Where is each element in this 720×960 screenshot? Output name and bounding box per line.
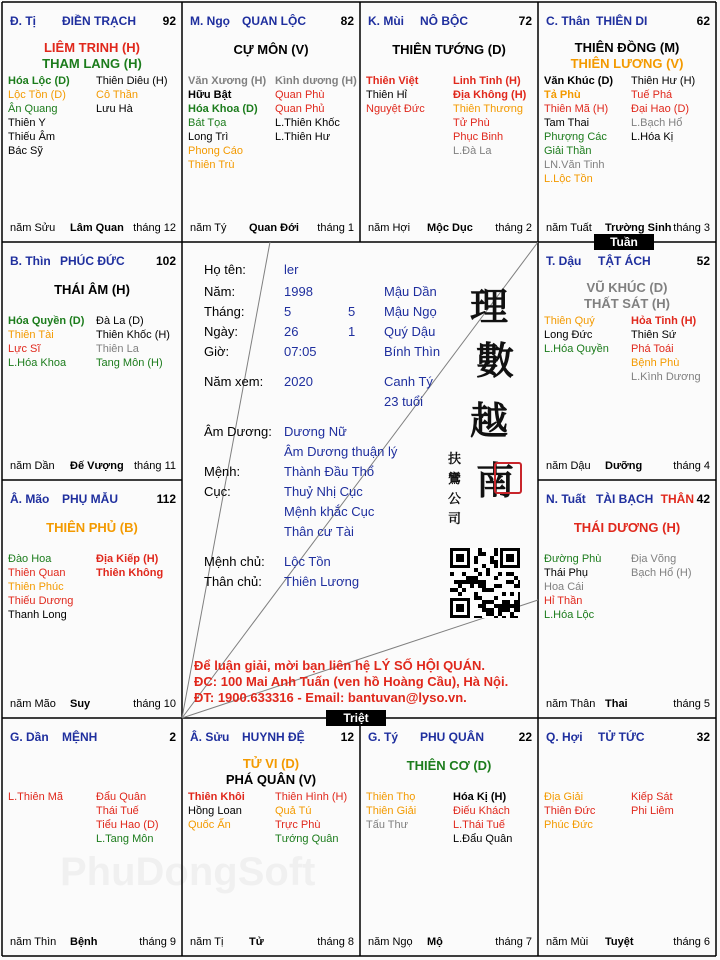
minor-star: Bác Sỹ: [8, 145, 43, 157]
minor-star: Hóa Khoa (D): [188, 103, 258, 115]
minor-stars-left: [188, 74, 266, 172]
minor-star: Tả Phù: [544, 89, 581, 101]
cuc-label: Cục:: [204, 484, 231, 499]
stage-label: Trường Sinh: [605, 222, 672, 234]
year-label: năm Mùi: [546, 936, 589, 948]
calligraphy-small-3: 公: [448, 491, 462, 506]
tuan-tag: Tuần: [594, 234, 654, 250]
month-label: tháng 1: [317, 222, 354, 234]
minor-stars-left: [544, 74, 613, 186]
palace-header: [368, 730, 532, 746]
minor-star: L.Hóa Lộc: [544, 609, 595, 621]
stage-label: Mộc Dục: [427, 222, 473, 234]
minor-stars-right: [631, 790, 674, 818]
contact-line-1: Để luận giải, mời bạn liên hệ LÝ SỐ HỘI QUÁN.: [194, 658, 485, 673]
minor-star: Tử Phù: [453, 117, 490, 129]
minor-star: Thiên Phúc: [8, 581, 64, 593]
palace-position: N. Tuất: [546, 492, 586, 506]
palace-9[interactable]: [182, 718, 360, 956]
palace-number: 112: [156, 492, 176, 506]
minor-star: Long Trì: [188, 131, 229, 143]
palace-footer: [368, 222, 532, 236]
palace-name: THIÊN DI: [596, 14, 648, 28]
palace-11[interactable]: [538, 718, 716, 956]
main-star: VŨ KHÚC (D): [586, 280, 668, 295]
palace-position: B. Thìn: [10, 254, 51, 268]
minor-star: Thiên Đức: [544, 805, 596, 817]
minor-star: Đường Phù: [544, 553, 602, 565]
minor-star: Linh Tinh (H): [453, 75, 521, 87]
month-label: tháng 9: [139, 936, 176, 948]
info-label: Năm xem:: [204, 374, 264, 389]
minor-star: Thái Tuế: [96, 805, 139, 817]
minor-star: Quả Tú: [275, 805, 312, 817]
minor-stars-right: [96, 552, 163, 580]
month-label: tháng 10: [133, 698, 176, 710]
year-label: năm Tị: [190, 936, 224, 948]
info-value-lunar: 5: [348, 304, 356, 319]
palace-2[interactable]: [360, 2, 538, 242]
palace-number: 82: [340, 14, 354, 28]
palace-7[interactable]: [538, 480, 716, 718]
cuc-value: Mệnh khắc Cục: [284, 504, 375, 519]
minor-star: Phượng Các: [544, 131, 607, 143]
info-value: 5: [284, 304, 292, 319]
info-label: Giờ:: [204, 344, 230, 359]
am-duong-value: Dương Nữ: [284, 424, 347, 439]
minor-star: Quan Phù: [275, 89, 325, 101]
stage-label: Mộ: [427, 936, 443, 948]
minor-stars-left: [188, 790, 245, 832]
minor-star: Bệnh Phù: [631, 357, 680, 369]
minor-star: Quan Phủ: [275, 103, 325, 115]
than-chu-label: Thân chủ:: [204, 574, 262, 589]
palace-number: 42: [696, 492, 710, 506]
minor-stars-left: [8, 314, 84, 370]
stage-label: Tuyệt: [605, 936, 634, 948]
minor-star: Địa Kiếp (H): [96, 553, 159, 565]
main-star: THIÊN TƯỚNG (D): [392, 42, 506, 57]
stage-label: Lâm Quan: [70, 222, 124, 234]
palace-name: QUAN LỘC: [242, 14, 306, 28]
minor-star: Hoa Cái: [544, 581, 584, 593]
minor-star: Thiên Việt: [366, 75, 419, 87]
triet-tag: Triệt: [326, 710, 386, 726]
month-label: tháng 12: [133, 222, 176, 234]
main-star: THẤT SÁT (H): [584, 296, 670, 311]
year-label: năm Tý: [190, 222, 227, 234]
red-seal-stamp: [494, 462, 522, 494]
menh-chu-label: Mệnh chủ:: [204, 554, 265, 569]
minor-star: Thiên Quý: [544, 315, 595, 327]
palace-position: Q. Hợi: [546, 730, 583, 744]
main-star: THIÊN CƠ (D): [406, 758, 492, 773]
minor-stars-left: [8, 552, 73, 622]
month-label: tháng 2: [495, 222, 532, 234]
minor-star: Thiên Khốc (H): [96, 329, 170, 341]
minor-stars-right: [96, 790, 159, 846]
minor-star: LN.Văn Tinh: [544, 159, 605, 171]
minor-stars-left: [366, 790, 416, 832]
month-label: tháng 6: [673, 936, 710, 948]
minor-star: Thiên Không: [96, 567, 164, 579]
minor-stars-right: [275, 74, 357, 144]
info-value: 2020: [284, 374, 313, 389]
minor-star: Hóa Kị (H): [453, 791, 507, 803]
main-star: THIÊN LƯƠNG (V): [570, 56, 684, 71]
palace-position: T. Dậu: [546, 254, 582, 268]
year-label: năm Thân: [546, 698, 596, 710]
palace-footer: [10, 222, 176, 236]
minor-star: Cô Thần: [96, 89, 138, 101]
minor-star: Đào Hoa: [8, 553, 52, 565]
palace-number: 52: [696, 254, 710, 268]
palace-6[interactable]: [2, 480, 182, 718]
minor-stars-left: [8, 790, 63, 804]
palace-number: 102: [155, 254, 176, 268]
palace-name: TÀI BẠCH: [596, 492, 654, 506]
minor-star: Thiếu Dương: [8, 595, 74, 607]
minor-star: Thiên Quan: [8, 567, 66, 579]
minor-star: Kình dương (H): [275, 75, 357, 87]
minor-star: L.Thái Tuế: [453, 819, 505, 831]
palace-name: PHU QUÂN: [420, 730, 485, 744]
palace-5[interactable]: [538, 242, 716, 480]
palace-number: 62: [696, 14, 710, 28]
main-star: THÁI ÂM (H): [54, 282, 130, 297]
than-chu-value: Thiên Lương: [284, 574, 360, 589]
minor-star: L.Hóa Kị: [631, 131, 674, 143]
calligraphy-3: 越: [470, 401, 509, 443]
year-label: năm Thìn: [10, 936, 57, 948]
info-value: 26: [284, 324, 299, 339]
minor-star: Tấu Thư: [366, 819, 409, 831]
minor-star: Thiên La: [96, 343, 139, 355]
minor-star: Thiên Hư (H): [631, 75, 696, 87]
stage-label: Suy: [70, 698, 91, 710]
stage-label: Quan Đới: [249, 222, 299, 234]
info-canchi: Mậu Dần: [384, 284, 437, 299]
minor-stars-left: [8, 74, 70, 158]
minor-star: Bạch Hổ (H): [631, 567, 692, 579]
year-label: năm Hợi: [368, 222, 411, 234]
info-value: 1998: [284, 284, 313, 299]
month-label: tháng 11: [133, 460, 176, 472]
minor-star: Thiên Sứ: [631, 329, 677, 341]
calligraphy-4: 南: [476, 461, 515, 503]
stage-label: Thai: [605, 698, 628, 710]
palace-position: Đ. Tị: [10, 14, 36, 28]
palace-name: MỆNH: [62, 730, 98, 744]
minor-stars-left: [544, 790, 595, 832]
palace-position: G. Dần: [10, 730, 49, 744]
palace-header: [10, 14, 176, 30]
palace-footer: [546, 460, 710, 474]
minor-star: Quốc Ấn: [188, 819, 231, 831]
am-duong-label: Âm Dương:: [204, 424, 272, 439]
calligraphy-small-4: 司: [448, 511, 462, 526]
main-star: THIÊN PHỦ (B): [46, 520, 138, 535]
minor-star: Hóa Lộc (D): [8, 75, 70, 87]
month-label: tháng 8: [317, 936, 354, 948]
minor-star: Hóa Quyền (D): [8, 315, 85, 327]
palace-name: HUYNH ĐỆ: [242, 730, 305, 744]
minor-star: Thiếu Âm: [8, 131, 56, 143]
info-canchi: Canh Tý: [384, 374, 433, 389]
contact-line-3: ĐT: 1900.633316 - Email: bantuvan@lyso.vn.: [194, 690, 467, 705]
cuc-value: Thân cư Tài: [284, 524, 354, 539]
minor-star: Trực Phù: [275, 819, 321, 831]
minor-star: L.Đẩu Quân: [453, 833, 513, 845]
palace-header: [546, 730, 710, 746]
minor-star: L.Đà La: [453, 145, 492, 157]
main-star: CỰ MÔN (V): [233, 42, 309, 57]
main-star: LIÊM TRINH (H): [43, 40, 141, 55]
palace-position: K. Mùi: [368, 14, 404, 28]
minor-star: Địa Không (H): [453, 89, 527, 101]
info-label: Tháng:: [204, 304, 245, 319]
month-label: tháng 7: [495, 936, 532, 948]
main-star: TỬ VI (D): [242, 756, 300, 771]
month-label: tháng 5: [673, 698, 710, 710]
minor-star: Địa Võng: [631, 553, 677, 565]
palace-number: 92: [162, 14, 176, 28]
palace-header: [368, 14, 532, 30]
palace-position: Â. Sửu: [190, 730, 230, 744]
stage-label: Tử: [249, 936, 264, 948]
main-star: THAM LANG (H): [42, 56, 142, 71]
minor-star: Thiên Diêu (H): [96, 75, 168, 87]
minor-star: Hỏa Tinh (H): [631, 315, 697, 327]
palace-position: M. Ngọ: [190, 14, 230, 28]
year-label: năm Tuất: [546, 222, 592, 234]
main-star: THÁI DƯƠNG (H): [573, 520, 681, 535]
palace-header: [10, 730, 176, 746]
minor-star: Nguyệt Đức: [366, 103, 425, 115]
minor-star: Tiểu Hao (D): [96, 819, 159, 831]
main-star: THIÊN ĐỒNG (M): [574, 40, 680, 55]
minor-star: Thiên Tài: [8, 329, 54, 341]
minor-stars-right: [631, 552, 692, 580]
palace-name: TẬT ÁCH: [598, 254, 651, 268]
month-label: tháng 3: [673, 222, 710, 234]
year-label: năm Dần: [10, 460, 55, 472]
contact-line-2: ĐC: 100 Mai Anh Tuấn (ven hồ Hoàng Cầu), Hà Nội.: [194, 674, 509, 689]
minor-star: Phong Cáo: [188, 145, 244, 157]
stage-label: Bệnh: [70, 936, 98, 948]
info-canchi: 23 tuổi: [384, 394, 424, 409]
info-value: 07:05: [284, 344, 317, 359]
palace-number: 72: [518, 14, 532, 28]
info-label: Họ tên:: [204, 262, 246, 277]
palace-number: 2: [169, 730, 176, 744]
minor-star: Tuế Phá: [631, 89, 673, 101]
palace-name: PHỤ MẪU: [62, 492, 118, 506]
info-canchi: Mậu Ngọ: [384, 304, 437, 319]
minor-star: Đà La (D): [96, 315, 144, 327]
minor-stars-left: [366, 74, 425, 116]
qr-code: [450, 548, 520, 618]
palace-footer: [368, 936, 532, 950]
minor-star: Bát Tọa: [188, 117, 227, 129]
palace-header: [190, 730, 354, 746]
palace-header: [10, 254, 176, 270]
palace-8[interactable]: [2, 718, 182, 956]
minor-stars-right: [631, 74, 695, 144]
minor-star: L.Thiên Hư: [275, 131, 331, 143]
palace-footer: [10, 698, 176, 712]
minor-star: Hỉ Thần: [544, 595, 583, 607]
minor-star: Phục Binh: [453, 131, 504, 143]
minor-star: L.Lộc Tồn: [544, 173, 593, 185]
palace-header: [546, 492, 710, 508]
palace-name: NÔ BỘC: [420, 14, 468, 28]
minor-stars-left: [544, 552, 601, 622]
palace-4[interactable]: [2, 242, 182, 480]
palace-position: Â. Mão: [10, 492, 50, 506]
minor-star: Thiên Khôi: [188, 791, 245, 803]
calligraphy-2: 數: [476, 341, 515, 383]
minor-star: Văn Khúc (D): [544, 75, 614, 87]
minor-star: Thiên Giải: [366, 805, 417, 817]
minor-star: Đại Hao (D): [631, 103, 690, 115]
year-label: năm Sửu: [10, 222, 56, 234]
minor-star: Lộc Tồn (D): [8, 89, 66, 101]
minor-star: L.Tang Môn: [96, 833, 154, 845]
minor-star: Thanh Long: [8, 609, 67, 621]
minor-star: L.Hóa Khoa: [8, 357, 67, 369]
palace-number: 12: [340, 730, 354, 744]
stage-label: Dưỡng: [605, 460, 643, 472]
info-value: ler: [284, 262, 299, 277]
minor-star: Tướng Quân: [275, 833, 339, 845]
palace-name: PHÚC ĐỨC: [60, 254, 125, 268]
palace-name: TỬ TỨC: [598, 730, 645, 744]
palace-name: ĐIỀN TRẠCH: [62, 14, 136, 28]
than-marker: THÂN: [660, 492, 694, 506]
minor-stars-right: [275, 790, 347, 846]
minor-star: Hữu Bật: [188, 89, 232, 101]
year-label: năm Ngọ: [368, 936, 413, 948]
minor-star: Địa Giải: [544, 791, 584, 803]
minor-star: L.Bạch Hổ: [631, 117, 683, 129]
minor-star: Lực Sĩ: [8, 343, 41, 355]
minor-stars-right: [631, 314, 701, 384]
year-label: năm Dậu: [546, 460, 591, 472]
minor-star: Thiên Thương: [453, 103, 524, 115]
minor-star: Thiên Mã (H): [544, 103, 609, 115]
palace-number: 22: [518, 730, 532, 744]
palace-footer: [190, 222, 354, 236]
minor-star: Giải Thần: [544, 145, 592, 157]
palace-footer: [10, 460, 176, 474]
palace-1[interactable]: [182, 2, 360, 242]
minor-star: Thái Phụ: [544, 567, 589, 579]
am-duong-value: Âm Dương thuận lý: [284, 444, 398, 459]
info-value-lunar: 1: [348, 324, 356, 339]
cuc-value: Thuỷ Nhị Cục: [284, 484, 363, 499]
minor-star: Lưu Hà: [96, 103, 133, 115]
minor-star: Văn Xương (H): [188, 75, 267, 87]
minor-star: Thiên Hình (H): [275, 791, 348, 803]
minor-star: Phúc Đức: [544, 819, 593, 831]
minor-stars-right: [96, 74, 168, 116]
palace-position: C. Thân: [546, 14, 590, 28]
minor-star: Kiếp Sát: [631, 791, 673, 803]
minor-star: Long Đức: [544, 329, 593, 341]
palace-0[interactable]: [2, 2, 182, 242]
month-label: tháng 4: [673, 460, 710, 472]
minor-star: Thiên Y: [8, 117, 46, 129]
minor-star: L.Kình Dương: [631, 371, 701, 383]
minor-star: Thiên Hỉ: [366, 89, 407, 101]
main-star: PHÁ QUÂN (V): [225, 772, 317, 787]
minor-star: Đẩu Quân: [96, 791, 147, 803]
minor-star: L.Hóa Quyền: [544, 343, 609, 355]
info-canchi: Quý Dậu: [384, 324, 436, 339]
minor-star: Hồng Loan: [188, 805, 242, 817]
menh-value: Thành Đầu Thổ: [284, 464, 375, 479]
minor-star: Tang Môn (H): [96, 357, 163, 369]
info-label: Năm:: [204, 284, 236, 299]
palace-3[interactable]: [538, 2, 716, 242]
minor-star: Phi Liêm: [631, 805, 674, 817]
minor-stars-right: [453, 790, 512, 846]
palace-header: [10, 492, 176, 508]
calligraphy-1: 理: [470, 287, 509, 329]
minor-star: L.Thiên Mã: [8, 791, 64, 803]
minor-stars-left: [544, 314, 609, 356]
palace-footer: [546, 936, 710, 950]
palace-header: [546, 254, 710, 270]
calligraphy-small-2: 鸞: [448, 471, 462, 486]
palace-position: G. Tý: [368, 730, 399, 744]
minor-stars-right: [453, 74, 526, 158]
palace-number: 32: [696, 730, 710, 744]
minor-stars-right: [96, 314, 170, 370]
info-label: Ngày:: [204, 324, 238, 339]
palace-footer: [190, 936, 354, 950]
info-canchi: Bính Thìn: [384, 344, 441, 359]
menh-chu-value: Lộc Tồn: [284, 554, 331, 569]
minor-star: Điếu Khách: [453, 805, 510, 817]
palace-footer: [546, 698, 710, 712]
minor-star: Tam Thai: [544, 117, 590, 129]
palace-header: [546, 14, 710, 30]
year-label: năm Mão: [10, 698, 56, 710]
minor-star: Phá Toái: [631, 343, 674, 355]
menh-label: Mệnh:: [204, 464, 241, 479]
palace-footer: [10, 936, 176, 950]
minor-star: Thiên Thọ: [366, 791, 416, 803]
palace-10[interactable]: [360, 718, 538, 956]
stage-label: Đế Vượng: [70, 460, 124, 472]
minor-star: Thiên Trù: [188, 159, 235, 171]
palace-header: [190, 14, 354, 30]
calligraphy-small-1: 扶: [448, 451, 462, 466]
minor-star: Ân Quang: [8, 103, 58, 115]
minor-star: L.Thiên Khốc: [275, 117, 340, 129]
